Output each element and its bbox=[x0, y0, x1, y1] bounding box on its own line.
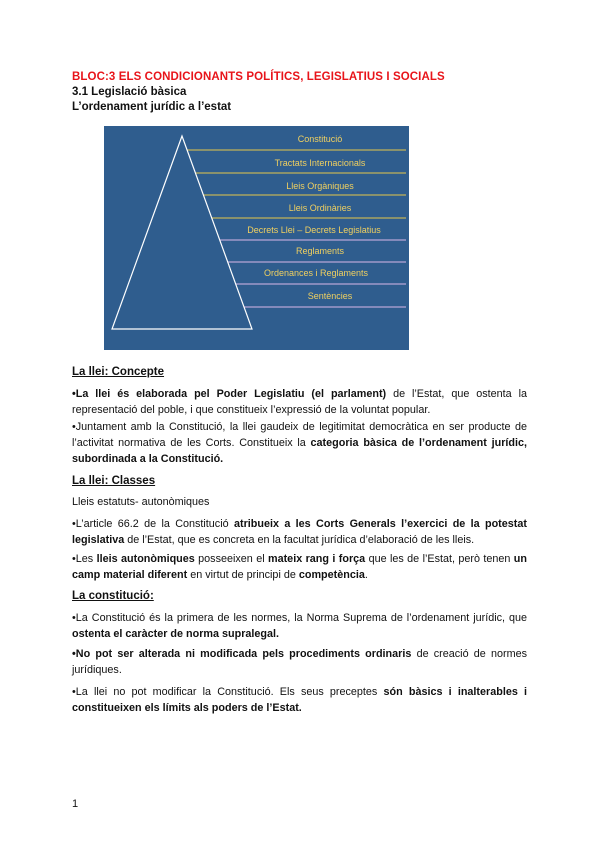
concept-heading: La llei: Concepte bbox=[72, 366, 165, 378]
subsection-heading: L’ordenament jurídic a l’estat bbox=[72, 101, 232, 113]
paragraph: •La llei no pot modificar la Constitució. Els seus preceptes són bàsics i inalterables i constitueixen els límits als poders de l’Estat. bbox=[72, 686, 527, 714]
section-heading: 3.1 Legislació bàsica bbox=[72, 86, 187, 98]
page-number: 1 bbox=[72, 798, 79, 810]
pyramid-level-label: Lleis Ordinàries bbox=[288, 203, 352, 213]
pyramid-level-label: Constitució bbox=[297, 134, 343, 144]
pyramid-level-label: Decrets Llei – Decrets Legislatius bbox=[247, 225, 381, 235]
paragraph: •No pot ser alterada ni modificada pels procediments ordinaris de creació de normes jurídiques. bbox=[72, 648, 527, 676]
paragraph: •Les lleis autonòmiques posseeixen el mateix rang i força que les de l’Estat, però tenen un camp material diferent en virtut de principi de competència. bbox=[72, 553, 527, 581]
constitution-heading: La constitució: bbox=[72, 590, 154, 602]
paragraph: Lleis estatuts- autonòmiques bbox=[72, 496, 210, 508]
hierarchy-pyramid-diagram bbox=[104, 126, 409, 350]
paragraph: •Juntament amb la Constitució, la llei gaudeix de legitimitat democràtica en ser producte de l’activitat normativa de les Corts. Constitueix la categoria bàsica de l’ordenament jurídic, subordinada a la Constitució. bbox=[72, 421, 527, 465]
document-title: BLOC:3 ELS CONDICIONANTS POLÍTICS, LEGISLATIUS I SOCIALS bbox=[72, 71, 445, 83]
pyramid-level-label: Reglaments bbox=[295, 246, 345, 256]
paragraph: •La Constitució és la primera de les normes, la Norma Suprema de l’ordenament jurídic, que ostenta el caràcter de norma supralegal. bbox=[72, 612, 527, 640]
pyramid-level-label: Tractats Internacionals bbox=[274, 158, 366, 168]
pyramid-level-label: Lleis Orgàniques bbox=[286, 181, 354, 191]
paragraph: •La llei és elaborada pel Poder Legislatiu (el parlament) de l’Estat, que ostenta la representació del poble, i que constitueix l’expressió de la voluntat popular. bbox=[72, 388, 527, 416]
pyramid-level-label: Ordenances i Reglaments bbox=[263, 268, 369, 278]
paragraph: •L’article 66.2 de la Constitució atribueix a les Corts Generals l’exercici de la potestat legislativa de l’Estat, que es concreta en la facultat jurídica d’elaboració de les lleis. bbox=[72, 518, 527, 546]
classes-heading: La llei: Classes bbox=[72, 475, 156, 487]
pyramid-level-label: Sentències bbox=[307, 291, 353, 301]
